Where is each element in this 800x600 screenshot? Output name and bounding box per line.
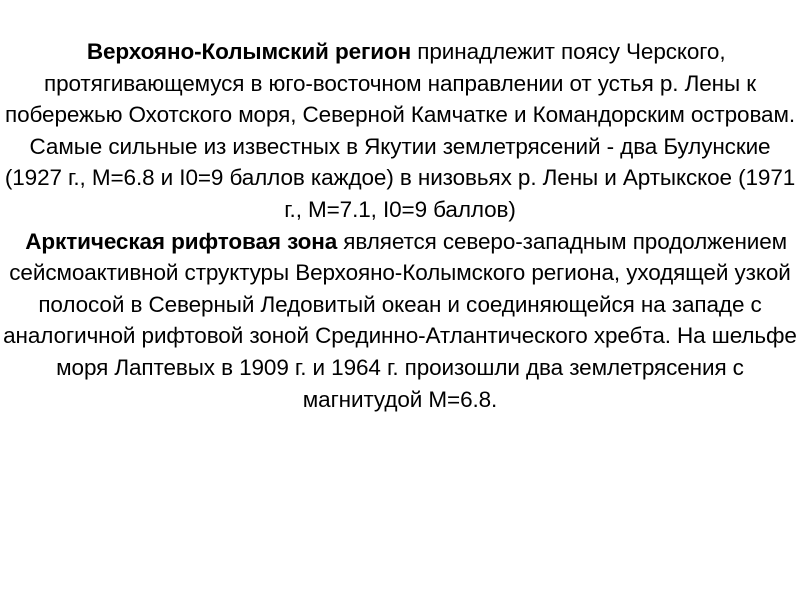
paragraph-verkhoyano-kolyma-region [2, 36, 798, 226]
paragraph-arctic-rift-zone [2, 226, 798, 416]
paragraph-indent [75, 39, 87, 64]
paragraph-indent [13, 229, 25, 254]
term-arctic-rift-zone: Арктическая рифтовая зона [25, 228, 338, 254]
term-verkhoyano-kolyma-region: Верхояно-Колымский регион [86, 39, 412, 64]
paragraph-text: принадлежит поясу Черского, протягивающемуся в юго-восточном направлении от устья р. Лены к побережью Охотского моря, Северной Камчатке и Командорским островам. Самые сильные из известных в Якутии землетрясений - два Булунские (1927 г., М=6.8 и I0=9 баллов каждое) в низовьях р. Лены и Артыкское (1971 г., М=7.1, I0=9 баллов) [4, 39, 796, 222]
paragraph-text: является северо-западным продолжением сейсмоактивной структуры Верхояно-Колымского региона, уходящей узкой полосой в Северный Ледовитый океан и соединяющейся на западе с аналогичной рифтовой зоной Срединно-Атлантического хребта. На шельфе моря Лаптевых в 1909 г. и 1964 г. произошли два землетрясения с магнитудой М=6.8. [3, 228, 797, 412]
